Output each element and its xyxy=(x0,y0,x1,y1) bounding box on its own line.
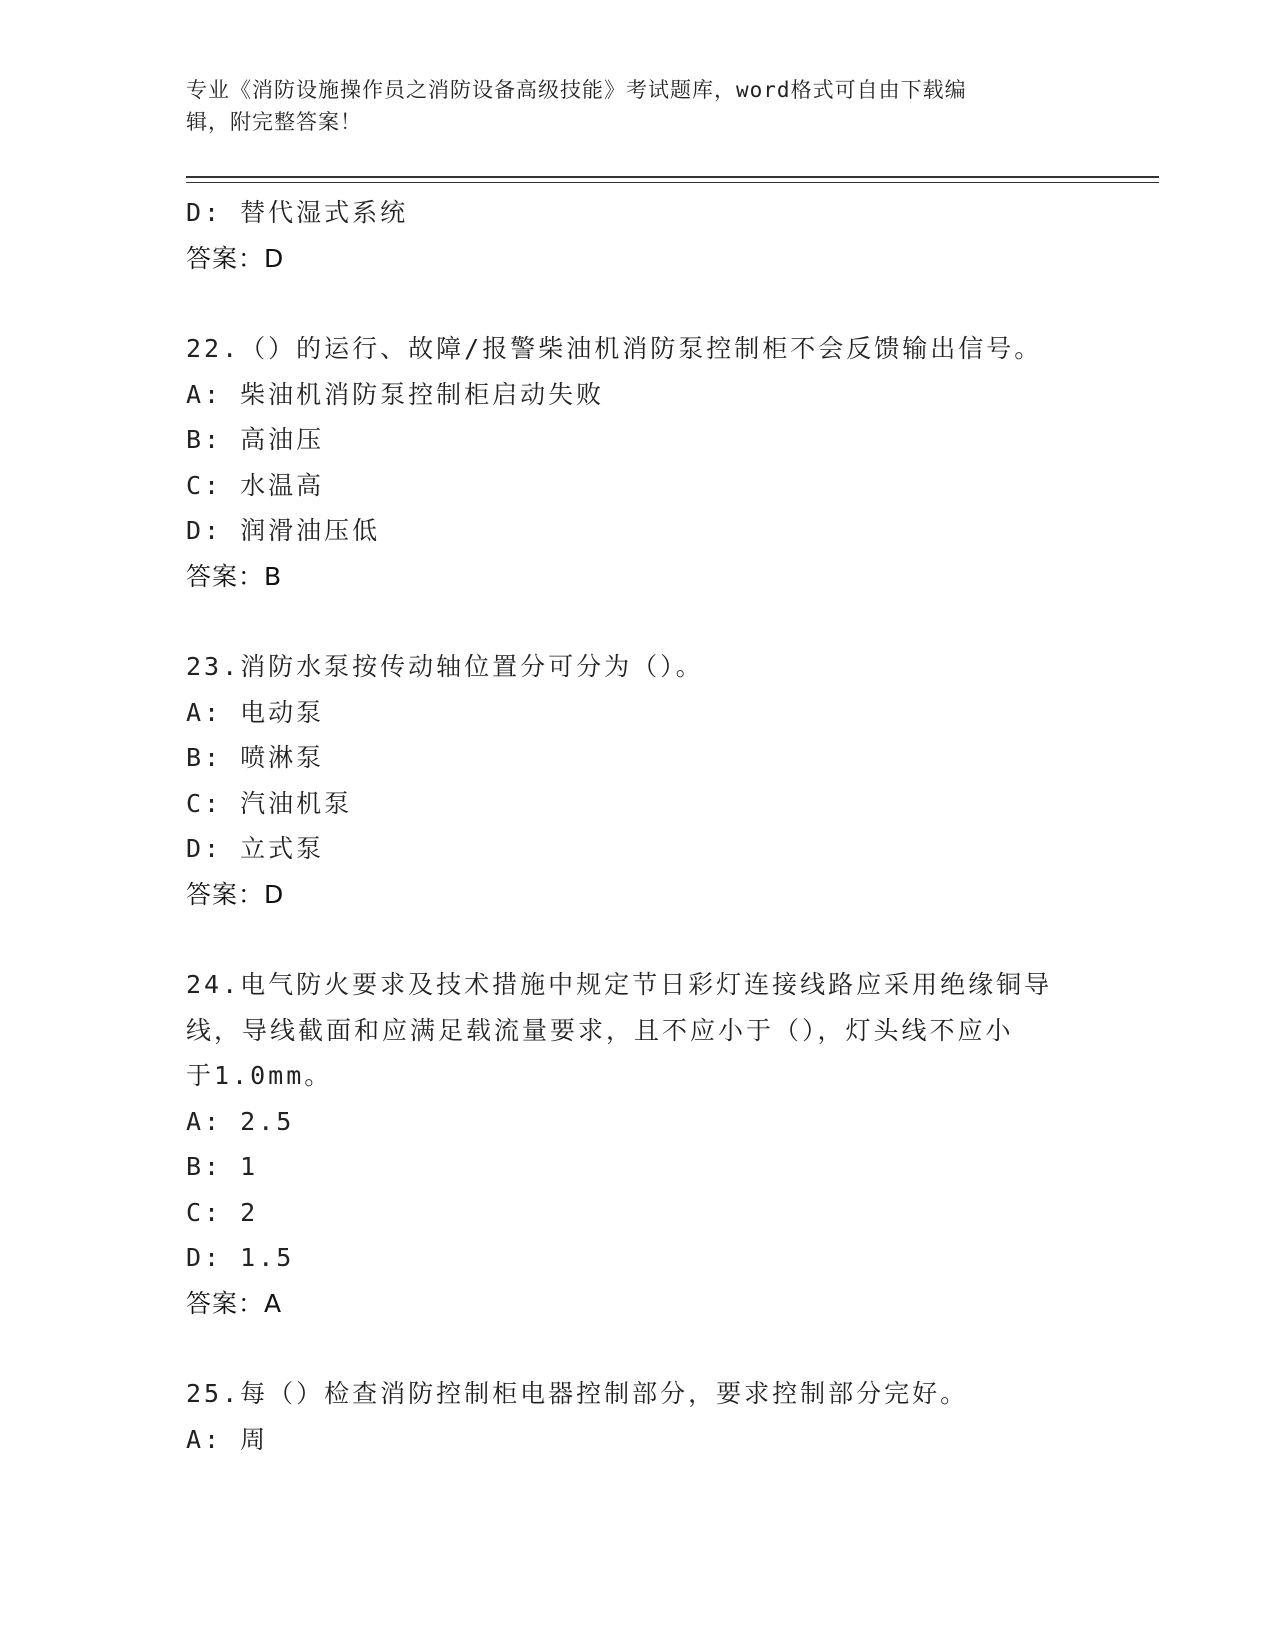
question-spacer xyxy=(186,281,1086,326)
q21-option-d: D: 替代湿式系统 xyxy=(186,198,409,227)
q24-option-a: A: 2.5 xyxy=(186,1106,295,1136)
q23-option-b: B: 喷淋泵 xyxy=(186,743,325,772)
question-spacer xyxy=(186,1326,1086,1371)
q22-option-a: A: 柴油机消防泵控制柜启动失败 xyxy=(186,379,605,409)
q25-stem: 25.每（）检查消防控制柜电器控制部分，要求控制部分完好。 xyxy=(186,1379,969,1408)
header-divider-thin xyxy=(186,182,1159,183)
question-spacer xyxy=(186,599,1086,644)
q24-stem-line-3: 于1.0mm。 xyxy=(186,1061,333,1090)
q24-option-d: D: 1.5 xyxy=(186,1243,295,1272)
q24-answer: 答案：A xyxy=(186,1288,283,1318)
q21-answer: 答案：D xyxy=(186,243,285,273)
q24-option-b: B: 1 xyxy=(186,1152,259,1181)
q24-option-c: C: 2 xyxy=(186,1197,259,1227)
q24-stem-line-1: 24.电气防火要求及技术措施中规定节日彩灯连接线路应采用绝缘铜导 xyxy=(186,970,1053,999)
document-header xyxy=(186,74,1086,138)
q25-option-a: A: 周 xyxy=(186,1424,269,1454)
question-spacer xyxy=(186,917,1086,962)
header-line-2: 辑，附完整答案！ xyxy=(186,110,362,134)
q23-answer: 答案：D xyxy=(186,879,285,909)
q23-stem: 23.消防水泵按传动轴位置分可分为（）。 xyxy=(186,652,704,681)
q22-stem: 22.（）的运行、故障/报警柴油机消防泵控制柜不会反馈输出信号。 xyxy=(186,334,1043,363)
q22-option-b: B: 高油压 xyxy=(186,425,325,454)
q23-option-a: A: 电动泵 xyxy=(186,697,325,727)
q24-stem-line-2: 线，导线截面和应满足载流量要求，且不应小于（），灯头线不应小 xyxy=(186,1015,1014,1045)
q23-option-d: D: 立式泵 xyxy=(186,834,325,863)
q23-option-c: C: 汽油机泵 xyxy=(186,788,353,818)
header-divider-thick xyxy=(186,176,1159,178)
question-list xyxy=(186,190,1086,1462)
q22-answer: 答案：B xyxy=(186,561,283,591)
q22-option-d: D: 润滑油压低 xyxy=(186,516,381,545)
q22-option-c: C: 水温高 xyxy=(186,470,325,500)
header-line-1: 专业《消防设施操作员之消防设备高级技能》考试题库，word格式可自由下载编 xyxy=(186,78,967,102)
